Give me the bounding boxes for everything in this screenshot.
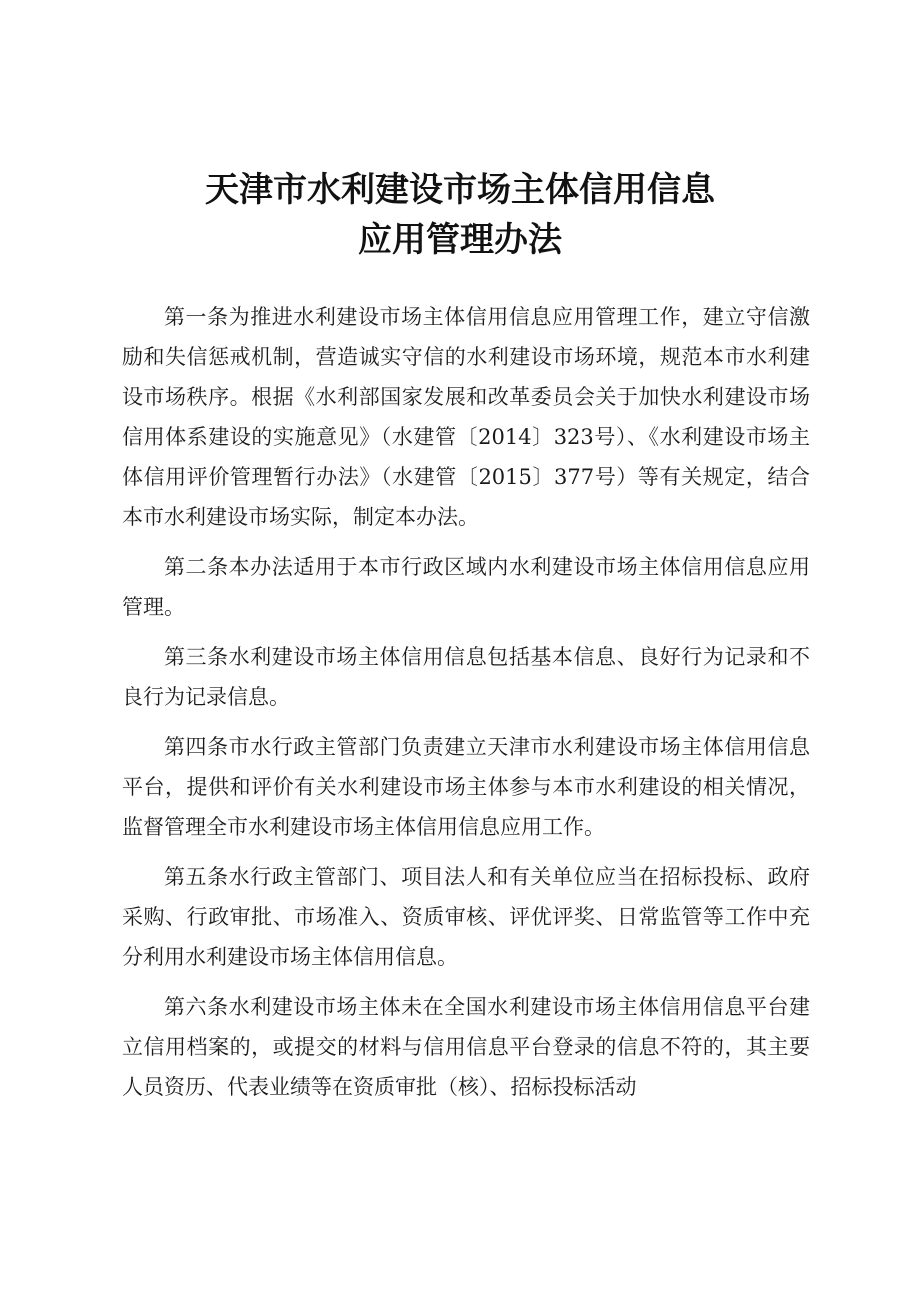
article-5-paragraph: 第五条水行政主管部门、项目法人和有关单位应当在招标投标、政府采购、行政审批、市场准入、资质审核、评优评奖、日常监管等工作中充分利用水利建设市场主体信用信息。 — [122, 865, 810, 969]
article-3-paragraph: 第三条水利建设市场主体信用信息包括基本信息、良好行为记录和不良行为记录信息。 — [122, 645, 810, 709]
article-1-paragraph: 第一条为推进水利建设市场主体信用信息应用管理工作，建立守信激励和失信惩戒机制，营造诚实守信的水利建设市场环境，规范本市水利建设市场秩序。根据《水利部国家发展和改革委员会关于加快水利建设市场信用体系建设的实施意见》（水建管〔2014〕323号）、《水利建设市场主体信用评价管理暂行办法》（水建管〔2015〕377号）等有关规定，结合本市水利建设市场实际，制定本办法。 — [122, 305, 810, 529]
article-4-paragraph: 第四条市水行政主管部门负责建立天津市水利建设市场主体信用信息平台，提供和评价有关水利建设市场主体参与本市水利建设的相关情况，监督管理全市水利建设市场主体信用信息应用工作。 — [122, 735, 810, 839]
article-6-paragraph: 第六条水利建设市场主体未在全国水利建设市场主体信用信息平台建立信用档案的，或提交的材料与信用信息平台登录的信息不符的，其主要人员资历、代表业绩等在资质审批（核）、招标投标活动 — [122, 995, 810, 1099]
article-2-paragraph: 第二条本办法适用于本市行政区域内水利建设市场主体信用信息应用管理。 — [122, 555, 810, 619]
document-title-line-2: 应用管理办法 — [358, 220, 562, 260]
document-title-line-1: 天津市水利建设市场主体信用信息 — [205, 170, 715, 210]
document-body — [122, 297, 810, 1117]
